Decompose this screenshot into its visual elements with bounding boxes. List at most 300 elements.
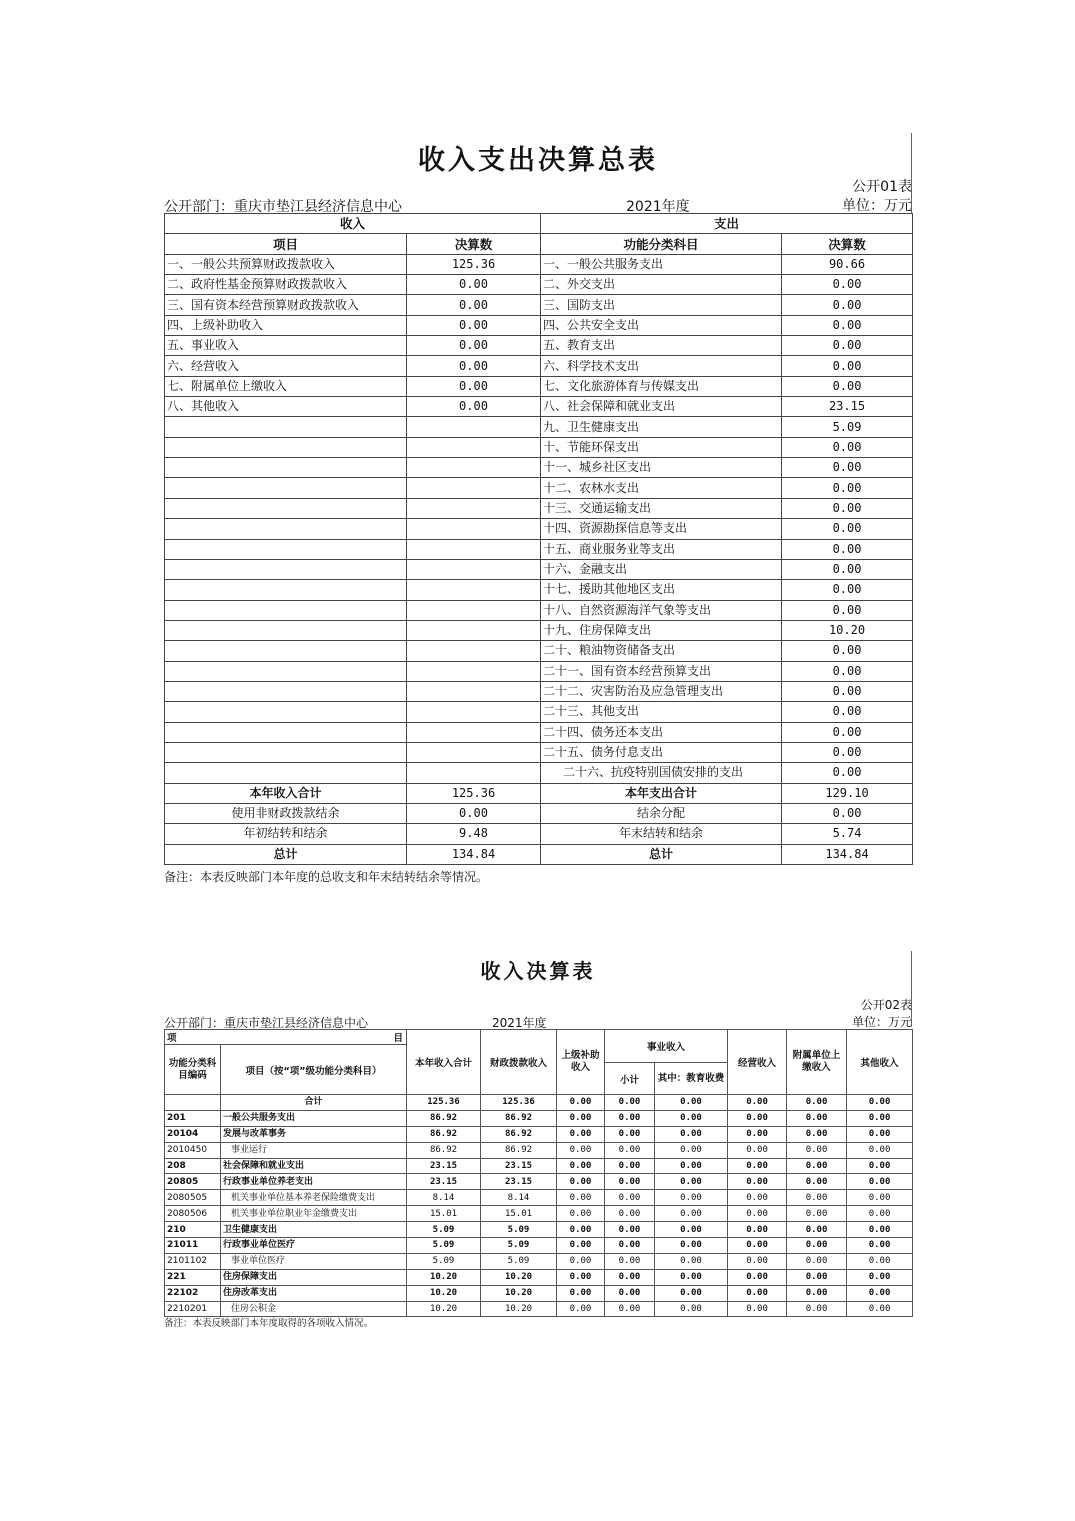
row-value: 0.00 bbox=[728, 1285, 787, 1301]
row-value: 0.00 bbox=[557, 1238, 605, 1254]
expense-item-label: 十八、自然资源海洋气象等支出 bbox=[541, 600, 782, 620]
row-value: 0.00 bbox=[605, 1269, 655, 1285]
income-item-value bbox=[407, 498, 541, 518]
income-item-label bbox=[165, 417, 407, 437]
expense-item-value: 0.00 bbox=[782, 498, 913, 518]
row-value: 0.00 bbox=[557, 1110, 605, 1126]
row-value: 10.20 bbox=[407, 1285, 481, 1301]
row-value: 0.00 bbox=[787, 1269, 847, 1285]
table-row bbox=[165, 702, 913, 722]
row-value: 0.00 bbox=[728, 1269, 787, 1285]
row-value: 0.00 bbox=[728, 1126, 787, 1142]
row-value: 0.00 bbox=[655, 1110, 728, 1126]
income-item-value bbox=[407, 417, 541, 437]
row-value: 0.00 bbox=[557, 1174, 605, 1190]
income-item-value bbox=[407, 580, 541, 600]
table-row bbox=[165, 275, 913, 295]
row-value: 0.00 bbox=[655, 1222, 728, 1238]
expense-item-label: 二十六、抗疫特别国债安排的支出 bbox=[541, 763, 782, 783]
expense-item-value: 0.00 bbox=[782, 702, 913, 722]
income-item-label bbox=[165, 458, 407, 478]
row-value: 0.00 bbox=[605, 1285, 655, 1301]
table1-title: 收入支出决算总表 bbox=[418, 145, 658, 176]
row-value: 0.00 bbox=[655, 1158, 728, 1174]
income-item-value: 0.00 bbox=[407, 336, 541, 356]
summary-right-value: 5.74 bbox=[782, 824, 913, 844]
income-header: 收入 bbox=[165, 214, 541, 234]
income-item-label bbox=[165, 763, 407, 783]
header-operating: 经营收入 bbox=[728, 1030, 787, 1095]
row-name: 一般公共服务支出 bbox=[221, 1110, 407, 1126]
summary-left-label: 年初结转和结余 bbox=[165, 824, 407, 844]
row-value: 0.00 bbox=[847, 1174, 913, 1190]
income-item-value bbox=[407, 641, 541, 661]
row-value: 0.00 bbox=[655, 1095, 728, 1111]
summary-right-label: 总计 bbox=[541, 844, 782, 864]
expense-item-label: 二十五、债务付息支出 bbox=[541, 742, 782, 762]
expense-item-value: 0.00 bbox=[782, 275, 913, 295]
row-code: 221 bbox=[165, 1269, 221, 1285]
table-row bbox=[165, 1110, 913, 1126]
table2-note: 备注：本表反映部门本年度取得的各项收入情况。 bbox=[164, 1318, 374, 1329]
table1-note: 备注：本表反映部门本年度的总收支和年末结转结余等情况。 bbox=[164, 870, 489, 884]
expense-item-label: 十六、金融支出 bbox=[541, 559, 782, 579]
table-row bbox=[165, 1222, 913, 1238]
row-value: 0.00 bbox=[728, 1301, 787, 1317]
table-row bbox=[165, 722, 913, 742]
expense-item-label: 十九、住房保障支出 bbox=[541, 620, 782, 640]
row-value: 0.00 bbox=[728, 1190, 787, 1206]
table1-year: 2021年度 bbox=[626, 199, 690, 215]
table-row bbox=[165, 417, 913, 437]
table-row bbox=[165, 1206, 913, 1222]
header-affiliated: 附属单位上缴收入 bbox=[787, 1030, 847, 1095]
row-value: 86.92 bbox=[481, 1142, 557, 1158]
row-value: 86.92 bbox=[407, 1126, 481, 1142]
row-value: 0.00 bbox=[847, 1142, 913, 1158]
expense-item-label: 五、教育支出 bbox=[541, 336, 782, 356]
header-xiang: 项 bbox=[167, 1033, 177, 1044]
table-row bbox=[165, 559, 913, 579]
expense-item-value: 0.00 bbox=[782, 742, 913, 762]
income-item-value bbox=[407, 478, 541, 498]
income-item-value: 0.00 bbox=[407, 275, 541, 295]
table-row bbox=[165, 498, 913, 518]
expense-item-label: 二、外交支出 bbox=[541, 275, 782, 295]
table-row bbox=[165, 254, 913, 274]
expense-item-value: 0.00 bbox=[782, 458, 913, 478]
row-value: 0.00 bbox=[557, 1269, 605, 1285]
income-item-label: 八、其他收入 bbox=[165, 397, 407, 417]
income-item-value bbox=[407, 742, 541, 762]
row-value: 0.00 bbox=[847, 1301, 913, 1317]
table-row bbox=[165, 620, 913, 640]
table-row bbox=[165, 397, 913, 417]
expense-item-label: 四、公共安全支出 bbox=[541, 315, 782, 335]
income-item-label bbox=[165, 702, 407, 722]
summary-row bbox=[165, 824, 913, 844]
expense-item-value: 0.00 bbox=[782, 519, 913, 539]
table-row bbox=[165, 376, 913, 396]
table-row bbox=[165, 641, 913, 661]
row-value: 0.00 bbox=[655, 1238, 728, 1254]
table-row bbox=[165, 1269, 913, 1285]
col-amount2-header: 决算数 bbox=[782, 234, 913, 254]
row-value: 0.00 bbox=[847, 1285, 913, 1301]
table1-code: 公开01表 bbox=[852, 179, 912, 195]
table-row bbox=[165, 1158, 913, 1174]
expense-item-label: 十五、商业服务业等支出 bbox=[541, 539, 782, 559]
income-item-value bbox=[407, 620, 541, 640]
col-amount-header: 决算数 bbox=[407, 234, 541, 254]
summary-row bbox=[165, 844, 913, 864]
income-item-value bbox=[407, 661, 541, 681]
income-item-value bbox=[407, 539, 541, 559]
expense-item-label: 十七、援助其他地区支出 bbox=[541, 580, 782, 600]
row-value: 0.00 bbox=[655, 1253, 728, 1269]
summary-row bbox=[165, 803, 913, 823]
table-row bbox=[165, 295, 913, 315]
header-subtotal: 小计 bbox=[605, 1063, 655, 1095]
row-code: 2010450 bbox=[165, 1142, 221, 1158]
income-item-label: 五、事业收入 bbox=[165, 336, 407, 356]
row-value: 0.00 bbox=[847, 1158, 913, 1174]
row-value: 0.00 bbox=[655, 1126, 728, 1142]
row-value: 0.00 bbox=[787, 1190, 847, 1206]
income-item-value bbox=[407, 722, 541, 742]
table-row bbox=[165, 315, 913, 335]
row-value: 0.00 bbox=[787, 1158, 847, 1174]
row-value: 125.36 bbox=[407, 1095, 481, 1111]
table-row bbox=[165, 1142, 913, 1158]
table2-department: 公开部门：重庆市垫江县经济信息中心 bbox=[164, 1016, 369, 1030]
row-value: 0.00 bbox=[605, 1238, 655, 1254]
expense-header: 支出 bbox=[541, 214, 913, 234]
income-item-label bbox=[165, 519, 407, 539]
row-value: 0.00 bbox=[605, 1301, 655, 1317]
row-value: 0.00 bbox=[787, 1142, 847, 1158]
summary-right-label: 年末结转和结余 bbox=[541, 824, 782, 844]
expense-item-value: 0.00 bbox=[782, 437, 913, 457]
income-item-value bbox=[407, 458, 541, 478]
income-item-value: 125.36 bbox=[407, 254, 541, 274]
row-value: 125.36 bbox=[481, 1095, 557, 1111]
row-value: 0.00 bbox=[655, 1190, 728, 1206]
row-value: 23.15 bbox=[407, 1174, 481, 1190]
expense-item-label: 十一、城乡社区支出 bbox=[541, 458, 782, 478]
expense-item-value: 0.00 bbox=[782, 722, 913, 742]
income-expense-summary-table bbox=[164, 213, 913, 865]
row-value: 0.00 bbox=[605, 1158, 655, 1174]
table1-unit: 单位：万元 bbox=[842, 198, 912, 214]
row-value: 0.00 bbox=[605, 1110, 655, 1126]
row-value: 0.00 bbox=[728, 1142, 787, 1158]
row-value: 0.00 bbox=[605, 1206, 655, 1222]
summary-right-label: 结余分配 bbox=[541, 803, 782, 823]
income-item-value bbox=[407, 681, 541, 701]
row-value: 0.00 bbox=[557, 1126, 605, 1142]
row-code: 201 bbox=[165, 1110, 221, 1126]
row-value: 0.00 bbox=[847, 1126, 913, 1142]
row-value: 10.20 bbox=[407, 1301, 481, 1317]
summary-right-value: 129.10 bbox=[782, 783, 913, 803]
table-row bbox=[165, 600, 913, 620]
summary-right-value: 0.00 bbox=[782, 803, 913, 823]
row-value: 0.00 bbox=[655, 1301, 728, 1317]
col-func-header: 功能分类科目 bbox=[541, 234, 782, 254]
row-code: 20104 bbox=[165, 1126, 221, 1142]
income-item-value bbox=[407, 763, 541, 783]
row-name: 事业运行 bbox=[221, 1142, 407, 1158]
row-value: 5.09 bbox=[481, 1238, 557, 1254]
row-value: 0.00 bbox=[605, 1222, 655, 1238]
expense-item-value: 0.00 bbox=[782, 681, 913, 701]
expense-item-label: 二十二、灾害防治及应急管理支出 bbox=[541, 681, 782, 701]
income-item-label bbox=[165, 620, 407, 640]
row-name: 事业单位医疗 bbox=[221, 1253, 407, 1269]
row-value: 0.00 bbox=[605, 1126, 655, 1142]
row-value: 0.00 bbox=[847, 1269, 913, 1285]
expense-item-label: 十、节能环保支出 bbox=[541, 437, 782, 457]
row-name: 机关事业单位职业年金缴费支出 bbox=[221, 1206, 407, 1222]
summary-left-label: 总计 bbox=[165, 844, 407, 864]
row-value: 23.15 bbox=[407, 1158, 481, 1174]
row-value: 0.00 bbox=[728, 1253, 787, 1269]
row-value: 0.00 bbox=[557, 1158, 605, 1174]
row-value: 0.00 bbox=[728, 1174, 787, 1190]
expense-item-value: 10.20 bbox=[782, 620, 913, 640]
row-value: 86.92 bbox=[481, 1126, 557, 1142]
row-value: 5.09 bbox=[481, 1253, 557, 1269]
expense-item-label: 十四、资源勘探信息等支出 bbox=[541, 519, 782, 539]
expense-item-value: 0.00 bbox=[782, 356, 913, 376]
row-code bbox=[165, 1095, 221, 1111]
row-value: 0.00 bbox=[557, 1253, 605, 1269]
row-code: 2101102 bbox=[165, 1253, 221, 1269]
row-value: 0.00 bbox=[655, 1206, 728, 1222]
row-value: 0.00 bbox=[728, 1095, 787, 1111]
income-item-label bbox=[165, 722, 407, 742]
income-item-value bbox=[407, 519, 541, 539]
row-value: 86.92 bbox=[407, 1110, 481, 1126]
row-name: 住房改革支出 bbox=[221, 1285, 407, 1301]
income-item-label bbox=[165, 661, 407, 681]
table-row bbox=[165, 437, 913, 457]
row-value: 0.00 bbox=[787, 1174, 847, 1190]
row-value: 0.00 bbox=[847, 1253, 913, 1269]
income-item-label bbox=[165, 742, 407, 762]
expense-item-value: 0.00 bbox=[782, 661, 913, 681]
row-value: 10.20 bbox=[407, 1269, 481, 1285]
income-item-value bbox=[407, 600, 541, 620]
summary-left-value: 0.00 bbox=[407, 803, 541, 823]
income-item-label: 三、国有资本经营预算财政拨款收入 bbox=[165, 295, 407, 315]
row-value: 15.01 bbox=[481, 1206, 557, 1222]
income-item-label bbox=[165, 539, 407, 559]
row-value: 5.09 bbox=[407, 1222, 481, 1238]
header-total: 本年收入合计 bbox=[407, 1030, 481, 1095]
row-code: 210 bbox=[165, 1222, 221, 1238]
row-value: 0.00 bbox=[557, 1095, 605, 1111]
expense-item-label: 二十、粮油物资储备支出 bbox=[541, 641, 782, 661]
row-value: 0.00 bbox=[787, 1253, 847, 1269]
row-value: 0.00 bbox=[787, 1301, 847, 1317]
row-code: 20805 bbox=[165, 1174, 221, 1190]
summary-right-label: 本年支出合计 bbox=[541, 783, 782, 803]
row-code: 21011 bbox=[165, 1238, 221, 1254]
row-name: 机关事业单位基本养老保险缴费支出 bbox=[221, 1190, 407, 1206]
expense-item-value: 90.66 bbox=[782, 254, 913, 274]
row-name: 行政事业单位医疗 bbox=[221, 1238, 407, 1254]
income-item-value: 0.00 bbox=[407, 376, 541, 396]
table-row bbox=[165, 1190, 913, 1206]
table-row bbox=[165, 1238, 913, 1254]
row-value: 23.15 bbox=[481, 1174, 557, 1190]
expense-item-value: 0.00 bbox=[782, 336, 913, 356]
row-value: 0.00 bbox=[557, 1206, 605, 1222]
row-code: 208 bbox=[165, 1158, 221, 1174]
table-row bbox=[165, 1095, 913, 1111]
row-value: 0.00 bbox=[728, 1238, 787, 1254]
table-row bbox=[165, 336, 913, 356]
income-item-value: 0.00 bbox=[407, 315, 541, 335]
table-row bbox=[165, 1285, 913, 1301]
expense-item-value: 0.00 bbox=[782, 295, 913, 315]
expense-item-label: 六、科学技术支出 bbox=[541, 356, 782, 376]
expense-item-label: 十二、农林水支出 bbox=[541, 478, 782, 498]
expense-item-label: 九、卫生健康支出 bbox=[541, 417, 782, 437]
row-name: 发展与改革事务 bbox=[221, 1126, 407, 1142]
summary-left-value: 9.48 bbox=[407, 824, 541, 844]
row-value: 0.00 bbox=[557, 1142, 605, 1158]
table2-year: 2021年度 bbox=[492, 1016, 547, 1030]
expense-item-value: 0.00 bbox=[782, 559, 913, 579]
income-item-label bbox=[165, 600, 407, 620]
row-value: 0.00 bbox=[728, 1206, 787, 1222]
summary-left-value: 134.84 bbox=[407, 844, 541, 864]
header-mu: 目 bbox=[393, 1033, 404, 1044]
header-xiang-mu bbox=[165, 1030, 407, 1045]
expense-item-label: 三、国防支出 bbox=[541, 295, 782, 315]
table-row bbox=[165, 519, 913, 539]
row-value: 0.00 bbox=[787, 1126, 847, 1142]
row-name: 合计 bbox=[221, 1095, 407, 1111]
row-value: 0.00 bbox=[655, 1269, 728, 1285]
row-value: 0.00 bbox=[787, 1110, 847, 1126]
expense-item-value: 0.00 bbox=[782, 539, 913, 559]
row-value: 0.00 bbox=[847, 1190, 913, 1206]
row-code: 2080506 bbox=[165, 1206, 221, 1222]
row-value: 86.92 bbox=[481, 1110, 557, 1126]
expense-item-label: 十三、交通运输支出 bbox=[541, 498, 782, 518]
table2-code: 公开02表 bbox=[860, 998, 912, 1012]
row-code: 2080505 bbox=[165, 1190, 221, 1206]
row-value: 0.00 bbox=[847, 1206, 913, 1222]
row-value: 0.00 bbox=[605, 1142, 655, 1158]
row-value: 0.00 bbox=[605, 1253, 655, 1269]
table-row bbox=[165, 478, 913, 498]
col-item-header: 项目 bbox=[165, 234, 407, 254]
row-value: 5.09 bbox=[481, 1222, 557, 1238]
row-name: 行政事业单位养老支出 bbox=[221, 1174, 407, 1190]
income-item-label: 六、经营收入 bbox=[165, 356, 407, 376]
income-final-accounts-table bbox=[164, 1029, 913, 1317]
row-value: 0.00 bbox=[605, 1190, 655, 1206]
header-code: 功能分类科目编码 bbox=[165, 1045, 221, 1095]
row-value: 5.09 bbox=[407, 1238, 481, 1254]
table-row bbox=[165, 742, 913, 762]
row-code: 2210201 bbox=[165, 1301, 221, 1317]
row-value: 0.00 bbox=[557, 1301, 605, 1317]
row-value: 8.14 bbox=[481, 1190, 557, 1206]
header-edu: 其中：教育收费 bbox=[655, 1063, 728, 1095]
expense-item-value: 0.00 bbox=[782, 580, 913, 600]
income-item-label bbox=[165, 559, 407, 579]
row-value: 0.00 bbox=[728, 1158, 787, 1174]
row-value: 0.00 bbox=[847, 1110, 913, 1126]
row-value: 0.00 bbox=[787, 1095, 847, 1111]
table-row bbox=[165, 539, 913, 559]
expense-item-value: 0.00 bbox=[782, 315, 913, 335]
row-value: 0.00 bbox=[728, 1110, 787, 1126]
expense-item-value: 0.00 bbox=[782, 600, 913, 620]
header-superior: 上级补助收入 bbox=[557, 1030, 605, 1095]
header-item: 项目（按“项”级功能分类科目） bbox=[221, 1045, 407, 1095]
table-row bbox=[165, 458, 913, 478]
table-row bbox=[165, 681, 913, 701]
row-value: 0.00 bbox=[557, 1285, 605, 1301]
expense-item-label: 二十一、国有资本经营预算支出 bbox=[541, 661, 782, 681]
income-item-value bbox=[407, 702, 541, 722]
table2-title: 收入决算表 bbox=[480, 959, 596, 983]
income-item-label bbox=[165, 681, 407, 701]
table-row bbox=[165, 1126, 913, 1142]
summary-right-value: 134.84 bbox=[782, 844, 913, 864]
income-item-label bbox=[165, 498, 407, 518]
row-value: 0.00 bbox=[655, 1174, 728, 1190]
header-fiscal: 财政拨款收入 bbox=[481, 1030, 557, 1095]
income-item-label: 一、一般公共预算财政拨款收入 bbox=[165, 254, 407, 274]
table-row bbox=[165, 763, 913, 783]
table-row bbox=[165, 580, 913, 600]
row-name: 卫生健康支出 bbox=[221, 1222, 407, 1238]
row-value: 10.20 bbox=[481, 1269, 557, 1285]
summary-row bbox=[165, 783, 913, 803]
row-value: 0.00 bbox=[655, 1142, 728, 1158]
row-value: 0.00 bbox=[787, 1238, 847, 1254]
expense-item-label: 二十四、债务还本支出 bbox=[541, 722, 782, 742]
summary-left-label: 本年收入合计 bbox=[165, 783, 407, 803]
income-item-label bbox=[165, 580, 407, 600]
row-value: 10.20 bbox=[481, 1285, 557, 1301]
row-value: 0.00 bbox=[557, 1190, 605, 1206]
row-value: 0.00 bbox=[728, 1222, 787, 1238]
expense-item-value: 0.00 bbox=[782, 641, 913, 661]
income-item-value: 0.00 bbox=[407, 356, 541, 376]
income-item-value bbox=[407, 559, 541, 579]
expense-item-value: 0.00 bbox=[782, 376, 913, 396]
row-value: 0.00 bbox=[847, 1095, 913, 1111]
income-item-label: 七、附属单位上缴收入 bbox=[165, 376, 407, 396]
table-row bbox=[165, 1174, 913, 1190]
summary-left-label: 使用非财政拨款结余 bbox=[165, 803, 407, 823]
row-value: 0.00 bbox=[655, 1285, 728, 1301]
row-value: 23.15 bbox=[481, 1158, 557, 1174]
expense-item-label: 七、文化旅游体育与传媒支出 bbox=[541, 376, 782, 396]
table1-department: 公开部门：重庆市垫江县经济信息中心 bbox=[164, 199, 402, 215]
income-item-value: 0.00 bbox=[407, 397, 541, 417]
row-value: 0.00 bbox=[605, 1095, 655, 1111]
